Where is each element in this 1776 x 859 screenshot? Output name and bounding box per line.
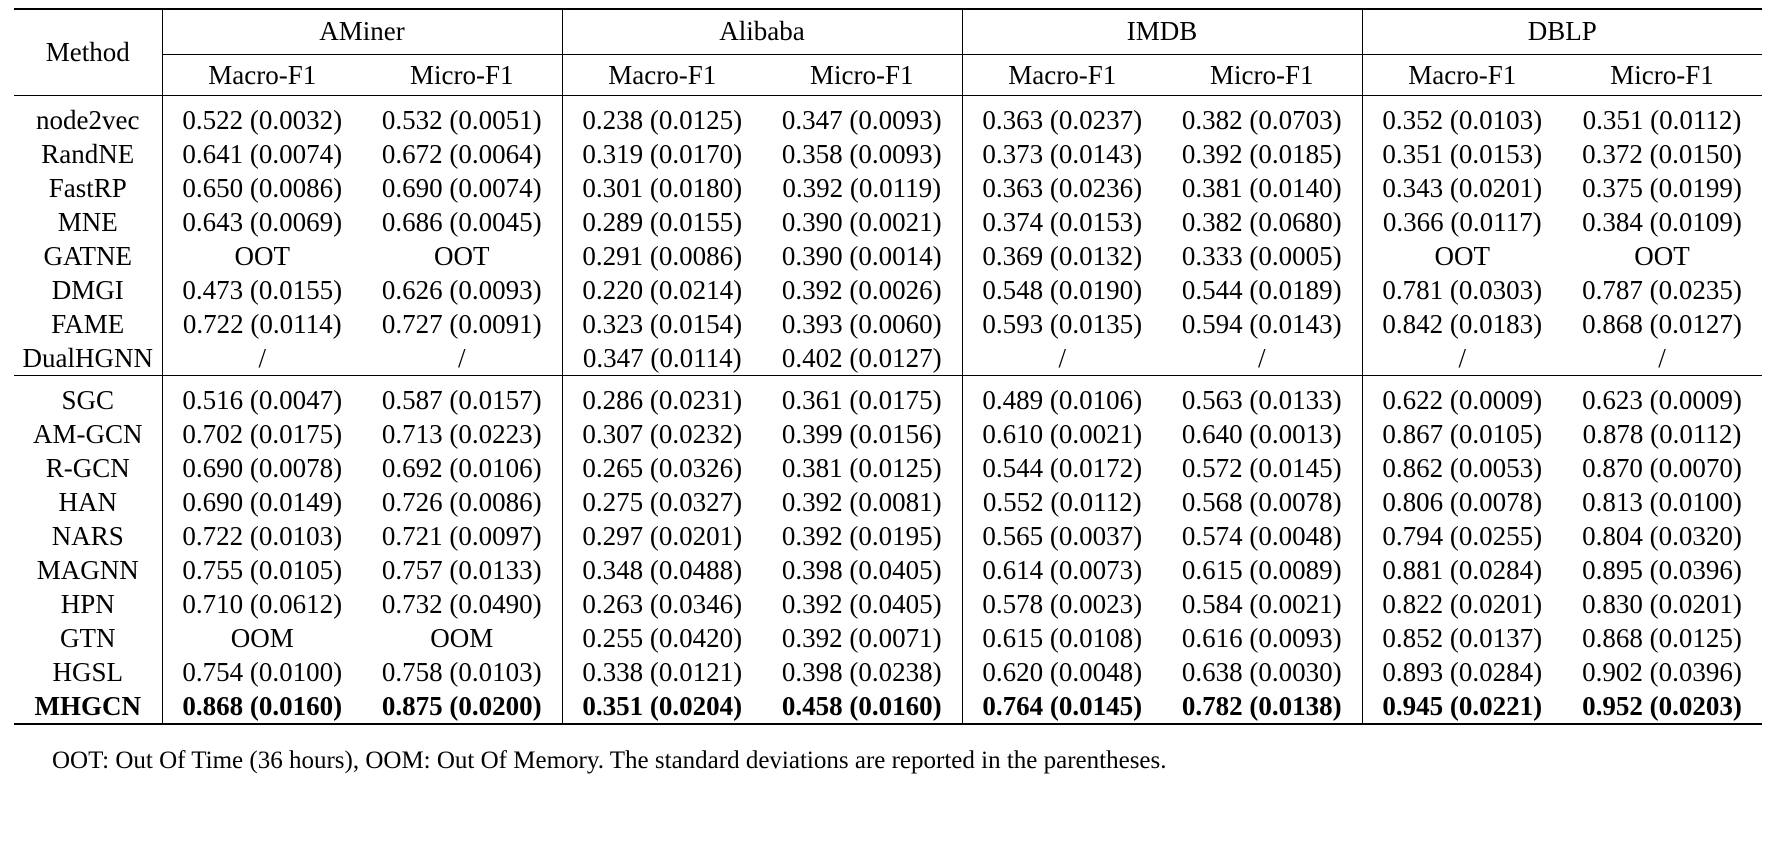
cell-value: 0.690 (0.0074) — [381, 173, 542, 203]
cell-value: 0.398 (0.0238) — [781, 657, 942, 687]
cell-value: 0.764 (0.0145) — [962, 689, 1162, 724]
cell-value: OOT — [434, 241, 490, 271]
cell-value: 0.568 (0.0078) — [1181, 487, 1342, 517]
results-table — [14, 8, 1762, 732]
row-method-name: MNE — [57, 207, 118, 237]
cell-value: 0.640 (0.0013) — [1181, 419, 1342, 449]
cell-value: 0.594 (0.0143) — [1181, 309, 1342, 339]
row-method-name: AM-GCN — [32, 419, 143, 449]
cell-value: 0.363 (0.0237) — [962, 103, 1162, 137]
cell-value: 0.672 (0.0064) — [381, 139, 542, 169]
cell-value: 0.319 (0.0170) — [562, 137, 762, 171]
cell-value: 0.275 (0.0327) — [562, 485, 762, 519]
table-row — [14, 137, 1762, 171]
cell-value: 0.392 (0.0026) — [781, 275, 942, 305]
cell-value: 0.650 (0.0086) — [162, 171, 362, 205]
cell-value: 0.623 (0.0009) — [1582, 385, 1742, 415]
cell-value: 0.754 (0.0100) — [162, 655, 362, 689]
cell-value: 0.622 (0.0009) — [1362, 383, 1562, 417]
row-method-name: SGC — [61, 385, 115, 415]
cell-value: 0.806 (0.0078) — [1362, 485, 1562, 519]
cell-value: 0.852 (0.0137) — [1362, 621, 1562, 655]
row-method-name: node2vec — [36, 105, 140, 135]
table-row — [14, 273, 1762, 307]
cell-value: OOT — [1362, 239, 1562, 273]
table-row — [14, 307, 1762, 341]
cell-value: 0.626 (0.0093) — [381, 275, 542, 305]
table-row — [14, 451, 1762, 485]
cell-value: 0.638 (0.0030) — [1181, 657, 1342, 687]
subheader-imdb-micro-f1: Micro-F1 — [1210, 60, 1314, 90]
cell-value: 0.758 (0.0103) — [381, 657, 542, 687]
row-method-name: HPN — [60, 589, 115, 619]
table-row — [14, 417, 1762, 451]
row-method-name: MAGNN — [36, 555, 139, 585]
cell-value: 0.392 (0.0071) — [781, 623, 942, 653]
cell-value: 0.382 (0.0680) — [1181, 207, 1342, 237]
cell-value: 0.291 (0.0086) — [562, 239, 762, 273]
subheader-dblp-micro-f1: Micro-F1 — [1610, 60, 1714, 90]
cell-value: 0.393 (0.0060) — [781, 309, 942, 339]
cell-value: 0.348 (0.0488) — [562, 553, 762, 587]
cell-value: 0.402 (0.0127) — [781, 343, 942, 373]
cell-value: 0.473 (0.0155) — [162, 273, 362, 307]
cell-value: 0.347 (0.0114) — [562, 341, 762, 376]
subheader-aminer-macro-f1: Macro-F1 — [162, 55, 362, 96]
cell-value: 0.615 (0.0089) — [1181, 555, 1342, 585]
table-row — [14, 553, 1762, 587]
cell-value: 0.220 (0.0214) — [562, 273, 762, 307]
cell-value: 0.881 (0.0284) — [1362, 553, 1562, 587]
cell-value: 0.338 (0.0121) — [562, 655, 762, 689]
cell-value: 0.755 (0.0105) — [162, 553, 362, 587]
cell-value: 0.544 (0.0189) — [1181, 275, 1342, 305]
cell-value: 0.713 (0.0223) — [381, 419, 542, 449]
cell-value: 0.351 (0.0153) — [1362, 137, 1562, 171]
cell-value: 0.615 (0.0108) — [962, 621, 1162, 655]
table-row — [14, 655, 1762, 689]
cell-value: 0.238 (0.0125) — [562, 103, 762, 137]
cell-value: 0.363 (0.0236) — [962, 171, 1162, 205]
cell-value: 0.532 (0.0051) — [381, 105, 542, 135]
section-two-top-rule — [14, 376, 1762, 384]
cell-value: 0.323 (0.0154) — [562, 307, 762, 341]
row-method-name: FastRP — [48, 173, 127, 203]
header-subcolumn-row — [14, 55, 1762, 96]
cell-value: 0.692 (0.0106) — [381, 453, 542, 483]
table-row — [14, 383, 1762, 417]
cell-value: 0.620 (0.0048) — [962, 655, 1162, 689]
row-method-name: DualHGNN — [22, 343, 153, 373]
cell-value: 0.842 (0.0183) — [1362, 307, 1562, 341]
cell-value: 0.781 (0.0303) — [1362, 273, 1562, 307]
cell-value: / — [1658, 343, 1666, 373]
cell-value: 0.384 (0.0109) — [1582, 207, 1742, 237]
cell-value: / — [458, 343, 466, 373]
table-row — [14, 171, 1762, 205]
cell-value: 0.351 (0.0112) — [1582, 105, 1742, 135]
cell-value: 0.902 (0.0396) — [1582, 657, 1742, 687]
cell-value: 0.347 (0.0093) — [781, 105, 942, 135]
cell-value: OOT — [1634, 241, 1690, 271]
cell-value: 0.813 (0.0100) — [1582, 487, 1742, 517]
cell-value: 0.255 (0.0420) — [562, 621, 762, 655]
cell-value: 0.398 (0.0405) — [781, 555, 942, 585]
row-method-name: RandNE — [41, 139, 135, 169]
cell-value: 0.572 (0.0145) — [1181, 453, 1342, 483]
cell-value: 0.727 (0.0091) — [381, 309, 542, 339]
cell-value: 0.297 (0.0201) — [562, 519, 762, 553]
cell-value: 0.584 (0.0021) — [1181, 589, 1342, 619]
cell-value: / — [962, 341, 1162, 376]
cell-value: 0.563 (0.0133) — [1181, 385, 1342, 415]
cell-value: 0.895 (0.0396) — [1582, 555, 1742, 585]
cell-value: 0.552 (0.0112) — [962, 485, 1162, 519]
group-header-alibaba — [562, 9, 962, 55]
cell-value: 0.343 (0.0201) — [1362, 171, 1562, 205]
cell-value: 0.804 (0.0320) — [1582, 521, 1742, 551]
cell-value: 0.702 (0.0175) — [162, 417, 362, 451]
table-row — [14, 103, 1762, 137]
cell-value: OOM — [162, 621, 362, 655]
row-method-name: HAN — [58, 487, 117, 517]
cell-value: 0.392 (0.0185) — [1181, 139, 1342, 169]
cell-value: 0.263 (0.0346) — [562, 587, 762, 621]
row-method-name: NARS — [51, 521, 124, 551]
cell-value: 0.822 (0.0201) — [1362, 587, 1562, 621]
cell-value: 0.265 (0.0326) — [562, 451, 762, 485]
group-header-dblp — [1362, 9, 1762, 55]
cell-value: 0.390 (0.0021) — [781, 207, 942, 237]
cell-value: 0.392 (0.0119) — [782, 173, 942, 203]
cell-value: 0.289 (0.0155) — [562, 205, 762, 239]
table-row-highlight — [14, 689, 1762, 724]
cell-value: 0.614 (0.0073) — [962, 553, 1162, 587]
row-method-name: HGSL — [52, 657, 123, 687]
cell-value: 0.565 (0.0037) — [962, 519, 1162, 553]
cell-value: 0.358 (0.0093) — [781, 139, 942, 169]
subheader-alibaba-macro-f1: Macro-F1 — [562, 55, 762, 96]
cell-value: 0.868 (0.0127) — [1582, 309, 1742, 339]
table-row — [14, 485, 1762, 519]
cell-value: 0.375 (0.0199) — [1582, 173, 1742, 203]
table-row — [14, 621, 1762, 655]
cell-value: 0.361 (0.0175) — [781, 385, 942, 415]
cell-value: 0.690 (0.0149) — [162, 485, 362, 519]
cell-value: 0.710 (0.0612) — [162, 587, 362, 621]
subheader-dblp-macro-f1: Macro-F1 — [1362, 55, 1562, 96]
group-header-aminer — [162, 9, 562, 55]
table-row — [14, 519, 1762, 553]
cell-value: 0.587 (0.0157) — [381, 385, 542, 415]
cell-value: 0.787 (0.0235) — [1582, 275, 1742, 305]
cell-value: 0.399 (0.0156) — [781, 419, 942, 449]
method-column-header: Method — [14, 9, 162, 96]
row-method-name: DMGI — [51, 275, 124, 305]
cell-value: 0.893 (0.0284) — [1362, 655, 1562, 689]
row-method-name: R-GCN — [45, 453, 130, 483]
cell-value: 0.392 (0.0405) — [781, 589, 942, 619]
cell-value: 0.641 (0.0074) — [162, 137, 362, 171]
cell-value: 0.945 (0.0221) — [1362, 689, 1562, 724]
group-header-dblp-label: DBLP — [1363, 10, 1763, 55]
cell-value: 0.373 (0.0143) — [962, 137, 1162, 171]
subheader-imdb-macro-f1: Macro-F1 — [962, 55, 1162, 96]
cell-value: 0.726 (0.0086) — [381, 487, 542, 517]
cell-value: 0.578 (0.0023) — [962, 587, 1162, 621]
cell-value: 0.868 (0.0160) — [162, 689, 362, 724]
cell-value: 0.372 (0.0150) — [1582, 139, 1742, 169]
header-group-row — [14, 9, 1762, 55]
cell-value: 0.333 (0.0005) — [1181, 241, 1342, 271]
cell-value: 0.722 (0.0103) — [162, 519, 362, 553]
cell-value: 0.392 (0.0195) — [781, 521, 942, 551]
cell-value: 0.286 (0.0231) — [562, 383, 762, 417]
group-header-imdb — [962, 9, 1362, 55]
cell-value: 0.616 (0.0093) — [1181, 623, 1342, 653]
section-one-top-rule — [14, 96, 1762, 104]
row-method-name: GATNE — [43, 241, 132, 271]
cell-value: 0.868 (0.0125) — [1582, 623, 1742, 653]
group-header-alibaba-label: Alibaba — [563, 10, 962, 55]
cell-value: 0.381 (0.0140) — [1181, 173, 1342, 203]
table-row — [14, 239, 1762, 273]
subheader-aminer-micro-f1: Micro-F1 — [410, 60, 514, 90]
subheader-alibaba-micro-f1: Micro-F1 — [810, 60, 914, 90]
cell-value: 0.544 (0.0172) — [962, 451, 1162, 485]
cell-value: 0.732 (0.0490) — [381, 589, 542, 619]
cell-value: 0.757 (0.0133) — [381, 555, 542, 585]
cell-value: 0.878 (0.0112) — [1582, 419, 1742, 449]
cell-value: 0.875 (0.0200) — [381, 691, 542, 721]
cell-value: 0.952 (0.0203) — [1582, 691, 1742, 721]
cell-value: / — [1362, 341, 1562, 376]
cell-value: 0.574 (0.0048) — [1181, 521, 1342, 551]
cell-value: 0.686 (0.0045) — [381, 207, 542, 237]
cell-value: 0.867 (0.0105) — [1362, 417, 1562, 451]
cell-value: 0.782 (0.0138) — [1181, 691, 1342, 721]
group-header-aminer-label: AMiner — [163, 10, 562, 55]
cell-value: / — [1258, 343, 1266, 373]
row-method-name: FAME — [51, 309, 125, 339]
cell-value: 0.643 (0.0069) — [162, 205, 362, 239]
cell-value: 0.862 (0.0053) — [1362, 451, 1562, 485]
cell-value: 0.352 (0.0103) — [1362, 103, 1562, 137]
cell-value: 0.489 (0.0106) — [962, 383, 1162, 417]
cell-value: 0.516 (0.0047) — [162, 383, 362, 417]
row-method-name: MHGCN — [34, 691, 141, 721]
cell-value: 0.870 (0.0070) — [1582, 453, 1742, 483]
table-bottom-rule — [14, 724, 1762, 732]
cell-value: 0.593 (0.0135) — [962, 307, 1162, 341]
row-method-name: GTN — [60, 623, 116, 653]
cell-value: 0.794 (0.0255) — [1362, 519, 1562, 553]
cell-value: / — [162, 341, 362, 376]
cell-value: 0.392 (0.0081) — [781, 487, 942, 517]
cell-value: 0.374 (0.0153) — [962, 205, 1162, 239]
cell-value: 0.458 (0.0160) — [781, 691, 942, 721]
cell-value: 0.307 (0.0232) — [562, 417, 762, 451]
cell-value: 0.301 (0.0180) — [562, 171, 762, 205]
cell-value: 0.690 (0.0078) — [162, 451, 362, 485]
cell-value: 0.548 (0.0190) — [962, 273, 1162, 307]
cell-value: 0.610 (0.0021) — [962, 417, 1162, 451]
cell-value: 0.381 (0.0125) — [781, 453, 942, 483]
cell-value: 0.390 (0.0014) — [781, 241, 942, 271]
cell-value: 0.351 (0.0204) — [562, 689, 762, 724]
cell-value: 0.830 (0.0201) — [1582, 589, 1742, 619]
cell-value: 0.721 (0.0097) — [381, 521, 542, 551]
cell-value: 0.522 (0.0032) — [162, 103, 362, 137]
cell-value: 0.366 (0.0117) — [1362, 205, 1562, 239]
table-row — [14, 341, 1762, 376]
cell-value: OOT — [162, 239, 362, 273]
group-header-imdb-label: IMDB — [963, 10, 1362, 55]
cell-value: 0.369 (0.0132) — [962, 239, 1162, 273]
table-footnote: OOT: Out Of Time (36 hours), OOM: Out Of Memory. The standard deviations are reported in the parentheses. — [52, 747, 1167, 774]
cell-value: OOM — [430, 623, 494, 653]
table-row — [14, 587, 1762, 621]
cell-value: 0.382 (0.0703) — [1181, 105, 1342, 135]
table-row — [14, 205, 1762, 239]
cell-value: 0.722 (0.0114) — [162, 307, 362, 341]
